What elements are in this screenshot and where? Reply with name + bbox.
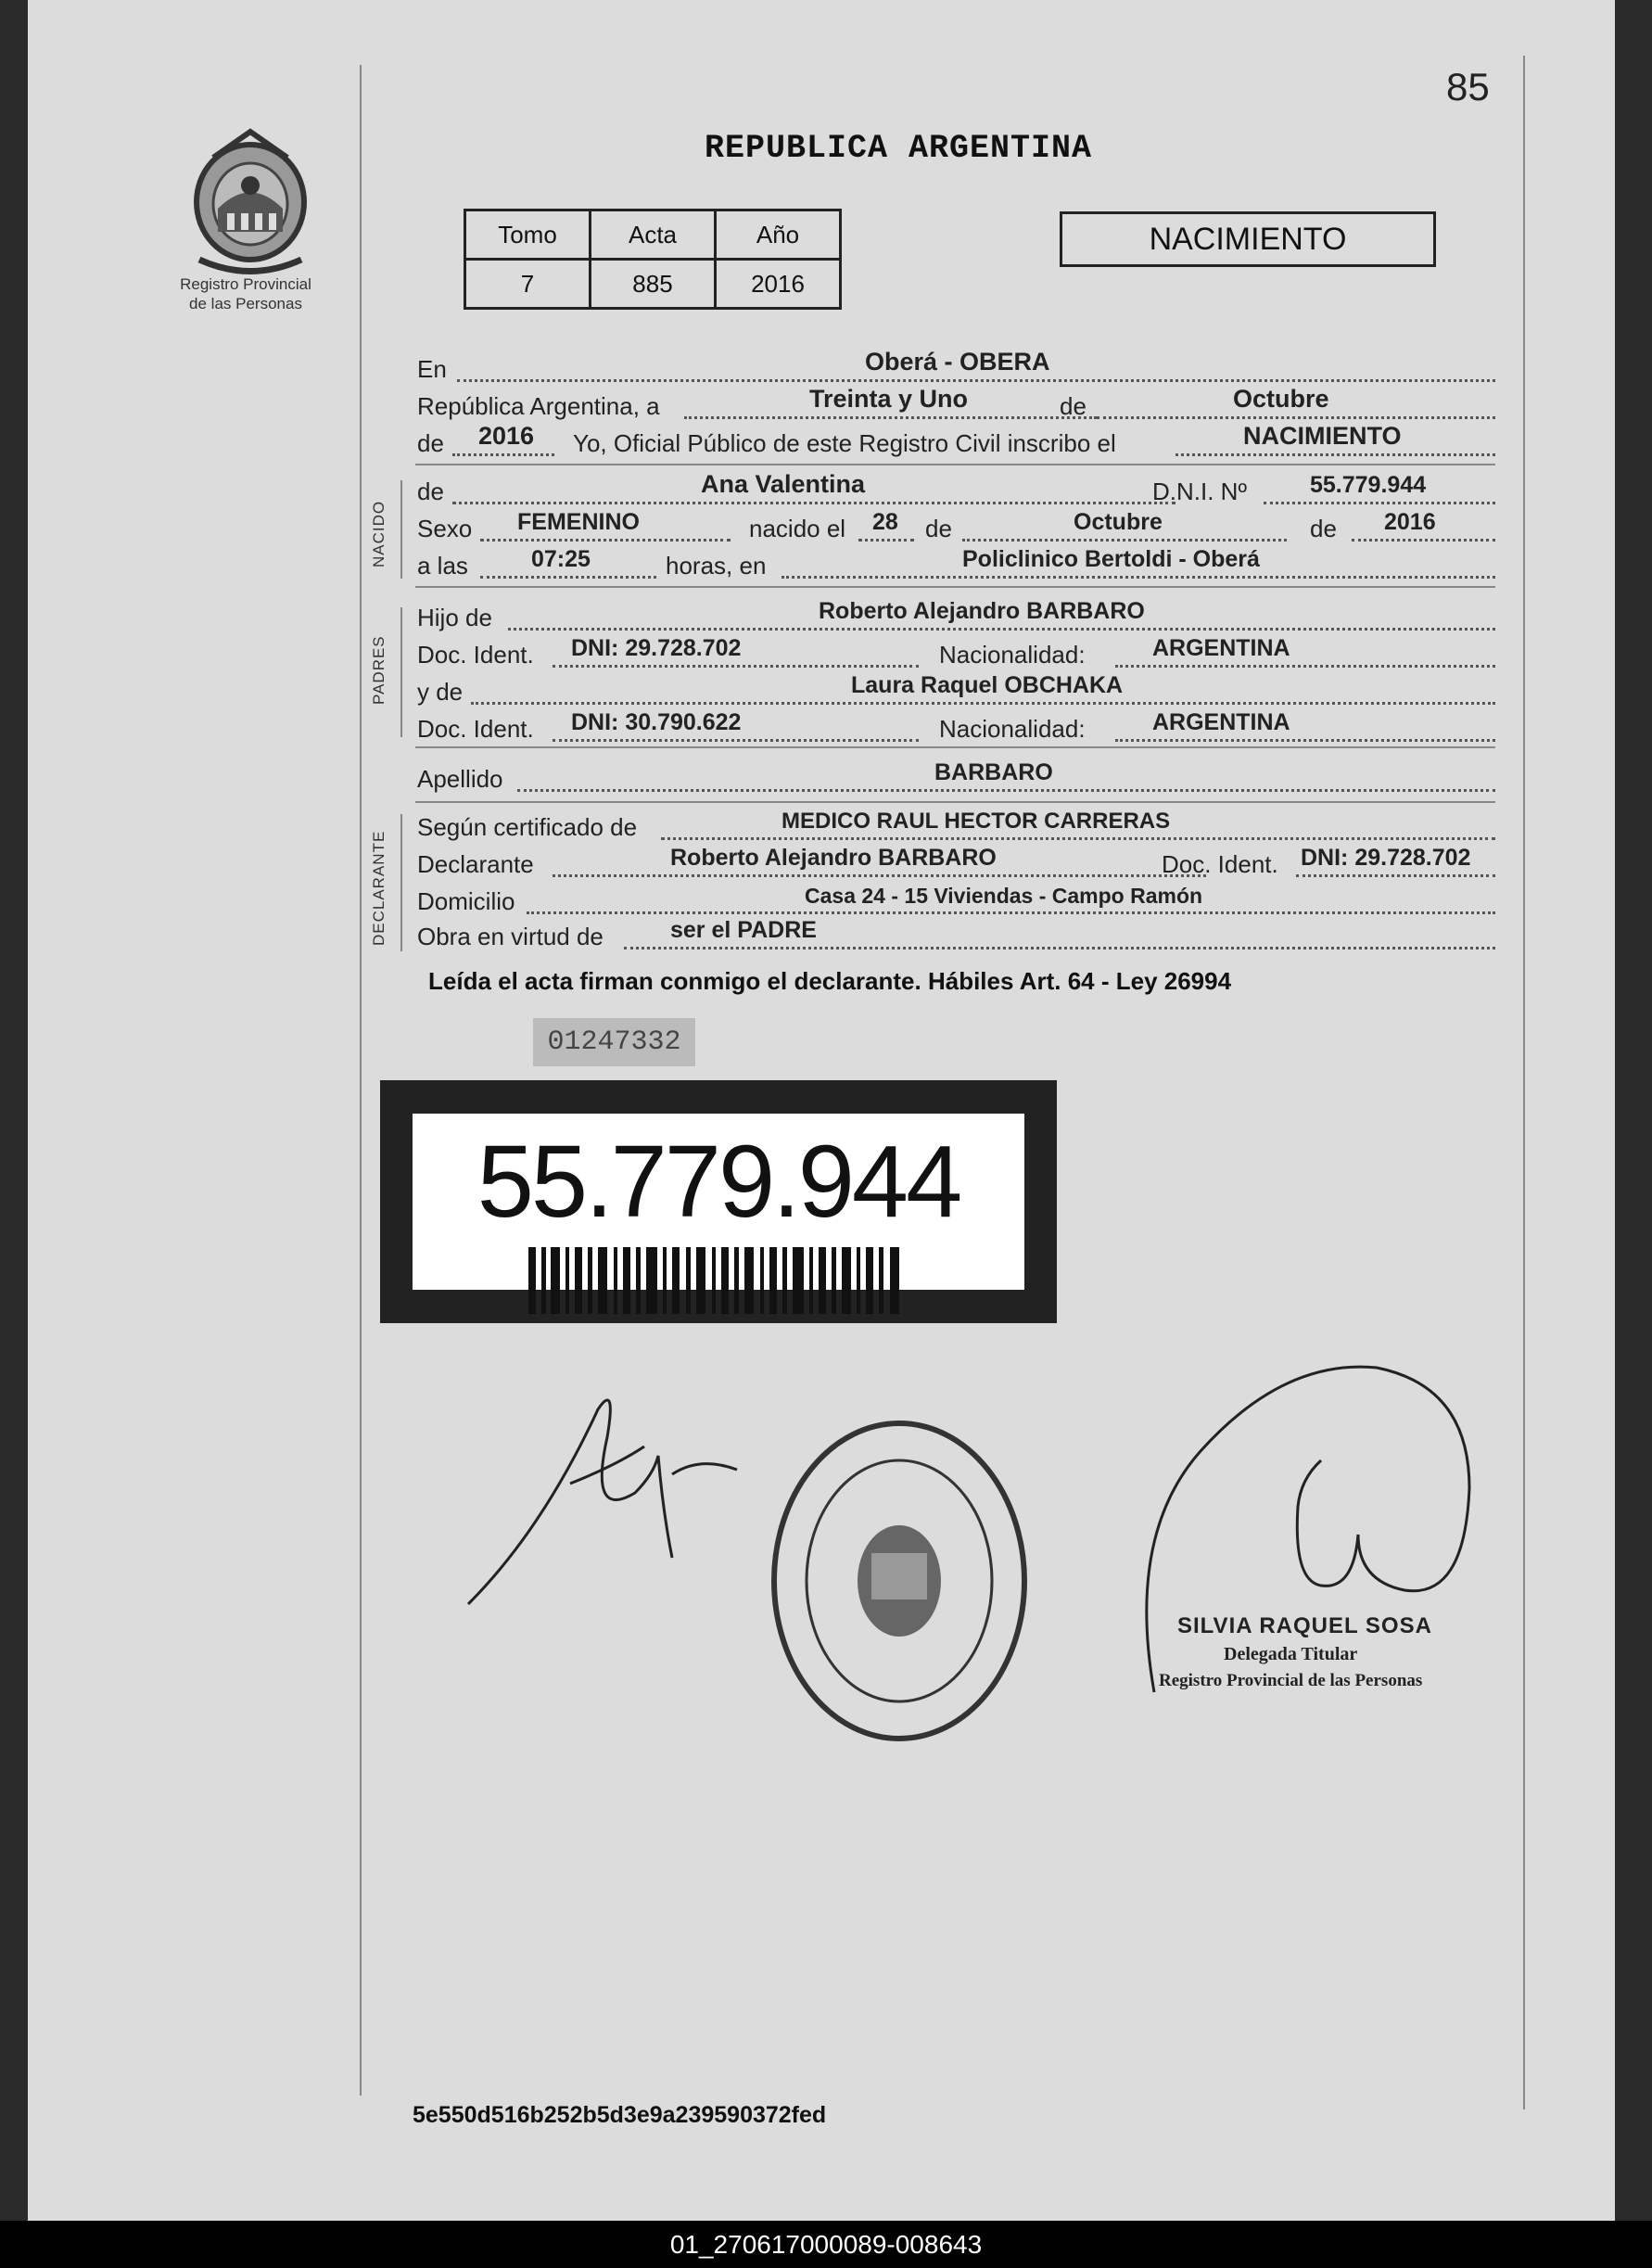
nacido-de-label2: de — [925, 515, 952, 542]
father-doc-label: Doc. Ident. — [417, 641, 534, 669]
en-label: En — [417, 355, 447, 383]
horas-label: horas, en — [666, 552, 767, 580]
father-name: Roberto Alejandro BARBARO — [819, 598, 1145, 624]
header-acta: Acta — [591, 210, 716, 260]
month-value: Octubre — [1233, 385, 1329, 413]
declarante-doc-label: Doc. Ident. — [1162, 850, 1278, 878]
row-yo — [415, 422, 1495, 462]
nacido-place: Policlinico Bertoldi - Oberá — [962, 546, 1260, 572]
row-ydе — [415, 673, 1495, 710]
father-doc: DNI: 29.728.702 — [571, 635, 742, 661]
dni-label: D.N.I. Nº — [1152, 478, 1247, 505]
id-label — [380, 1080, 1057, 1323]
row-apellido — [415, 760, 1495, 797]
value-acta: 885 — [591, 260, 716, 309]
province-logo-icon — [176, 121, 324, 278]
mother-doc-label: Doc. Ident. — [417, 715, 534, 743]
nacido-time: 07:25 — [531, 546, 591, 572]
year-value: 2016 — [478, 422, 535, 450]
right-margin-line — [1523, 56, 1525, 2109]
section-declarante: DECLARANTE — [370, 830, 388, 946]
record-type-box: NACIMIENTO — [1060, 211, 1436, 267]
row-domicilio — [415, 883, 1495, 920]
row-en — [415, 350, 1495, 388]
father-nac: ARGENTINA — [1152, 635, 1290, 661]
row-father-doc — [415, 636, 1495, 673]
inscribo-value: NACIMIENTO — [1243, 422, 1402, 450]
segun-value: MEDICO RAUL HECTOR CARRERAS — [782, 809, 1171, 834]
yo-label: Yo, Oficial Público de este Registro Civil inscribo el — [573, 429, 1116, 457]
mother-nac-label: Nacionalidad: — [939, 715, 1086, 743]
nacido-de-label3: de — [1310, 515, 1337, 542]
row-sexo — [415, 510, 1495, 547]
row-hijo — [415, 599, 1495, 636]
section-nacido: NACIDO — [370, 500, 388, 567]
registry-label-line2: de las Personas — [189, 295, 302, 312]
registry-stamp-icon — [765, 1414, 1034, 1748]
nacido-dni: 55.779.944 — [1310, 472, 1427, 498]
domicilio-label: Domicilio — [417, 887, 515, 915]
official-name: SILVIA RAQUEL SOSA — [1177, 1613, 1432, 1638]
domicilio-value: Casa 24 - 15 Viviendas - Campo Ramón — [805, 884, 1203, 908]
id-label-number: 55.779.944 — [477, 1125, 960, 1239]
apellido-label: Apellido — [417, 765, 503, 793]
section-padres: PADRES — [370, 635, 388, 705]
republica-label: República Argentina, a — [417, 392, 660, 420]
row-mother-doc — [415, 710, 1495, 747]
mother-nac: ARGENTINA — [1152, 709, 1290, 735]
value-ano: 2016 — [716, 260, 841, 309]
header-ano: Año — [716, 210, 841, 260]
en-value: Oberá - OBERA — [865, 348, 1050, 376]
closing-statement: Leída el acta firman conmigo el declarante. Hábiles Art. 64 - Ley 26994 — [428, 967, 1232, 995]
apellido-value: BARBARO — [934, 759, 1053, 785]
father-nac-label: Nacionalidad: — [939, 641, 1086, 669]
row-nacido-name — [415, 470, 1495, 510]
de-label: de — [1060, 392, 1087, 420]
nacido-de-label: de — [417, 478, 444, 505]
row-republica — [415, 385, 1495, 425]
left-margin-line — [360, 65, 362, 2096]
official-title: Delegada Titular — [1224, 1644, 1358, 1664]
mother-name: Laura Raquel OBCHAKA — [851, 672, 1124, 698]
declarant-signature-icon — [459, 1382, 765, 1623]
sexo-value: FEMENINO — [517, 509, 640, 535]
obra-value: ser el PADRE — [670, 917, 817, 943]
page-number: 85 — [1446, 65, 1490, 108]
row-declarante — [415, 846, 1495, 883]
declarante-value: Roberto Alejandro BARBARO — [670, 845, 997, 871]
yde-label: y de — [417, 678, 464, 706]
obra-label: Obra en virtud de — [417, 923, 604, 950]
nacido-month: Octubre — [1074, 509, 1163, 535]
nacido-name: Ana Valentina — [701, 470, 866, 498]
serial-number: 01247332 — [533, 1018, 695, 1066]
row-segun — [415, 809, 1495, 846]
registry-label-line1: Registro Provincial — [180, 275, 311, 293]
official-office: Registro Provincial de las Personas — [1159, 1671, 1423, 1690]
de-label2: de — [417, 429, 444, 457]
id-label-inner — [413, 1114, 1024, 1290]
declarante-doc: DNI: 29.728.702 — [1301, 845, 1471, 871]
segun-label: Según certificado de — [417, 813, 638, 841]
nacido-el-label: nacido el — [749, 515, 846, 542]
mother-doc: DNI: 30.790.622 — [571, 709, 742, 735]
nacido-day: 28 — [872, 509, 898, 535]
sexo-label: Sexo — [417, 515, 473, 542]
day-value: Treinta y Uno — [809, 385, 969, 413]
nacido-year: 2016 — [1384, 509, 1436, 535]
a-las-label: a las — [417, 552, 468, 580]
registry-label — [139, 274, 352, 313]
footer-id: 01_270617000089-008643 — [0, 2221, 1652, 2268]
header-tomo: Tomo — [465, 210, 591, 260]
record-table — [464, 209, 842, 310]
declarante-label: Declarante — [417, 850, 534, 878]
value-tomo: 7 — [465, 260, 591, 309]
barcode-icon — [528, 1247, 909, 1314]
hijo-label: Hijo de — [417, 604, 492, 631]
row-hora — [415, 547, 1495, 584]
document-hash: 5e550d516b252b5d3e9a239590372fed — [413, 2102, 827, 2128]
row-obra — [415, 918, 1495, 955]
country-title: REPUBLICA ARGENTINA — [705, 130, 1093, 167]
